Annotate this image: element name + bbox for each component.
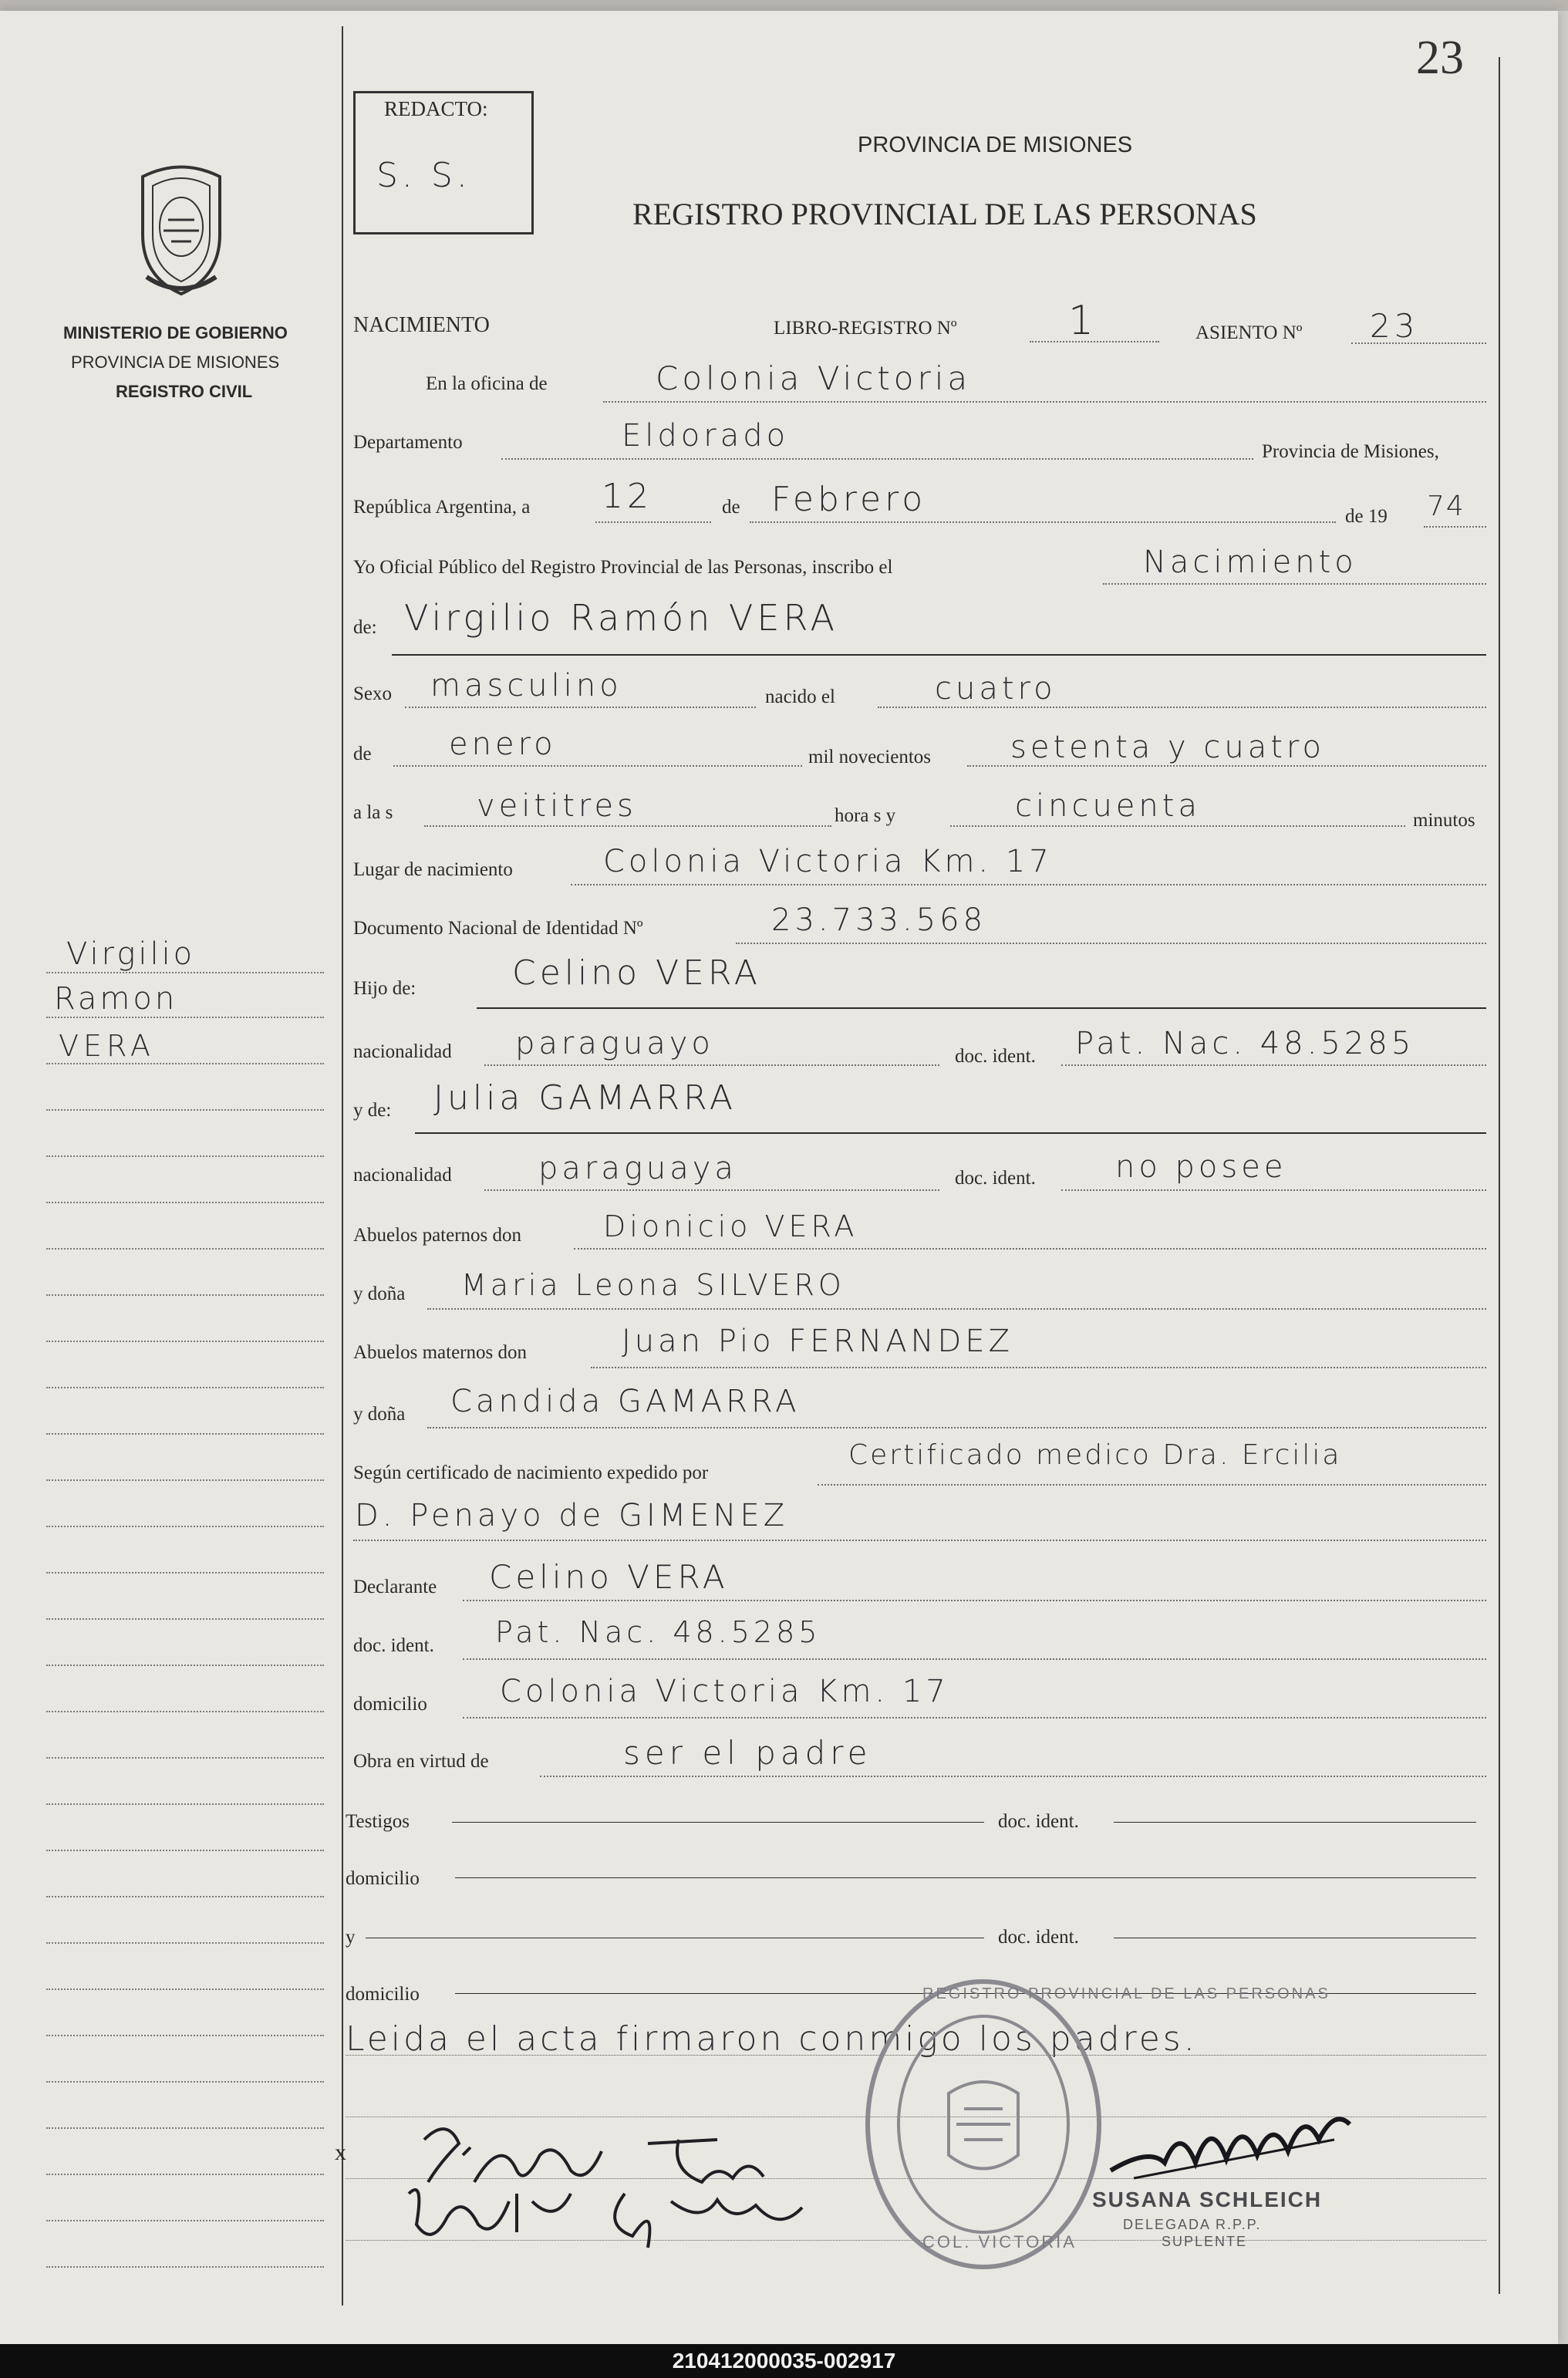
dni-line xyxy=(736,943,1486,944)
abuelo-materno-value: Juan Pio FERNANDEZ xyxy=(622,1324,1014,1359)
margin-line xyxy=(46,1294,324,1296)
lugar-value: Colonia Victoria Km. 17 xyxy=(603,844,1053,879)
doc-padre-value: Pat. Nac. 48.5285 xyxy=(1075,1026,1415,1061)
act-type-label: NACIMIENTO xyxy=(353,313,490,337)
a-la-label: a la s xyxy=(353,802,393,823)
hora-line xyxy=(424,825,831,827)
mes-line xyxy=(750,521,1336,523)
registry-title: REGISTRO PROVINCIAL DE LAS PERSONAS xyxy=(632,197,1257,231)
departamento-line xyxy=(501,458,1253,460)
oficina-label: En la oficina de xyxy=(426,373,548,394)
ministry-province: PROVINCIA DE MISIONES xyxy=(71,352,280,372)
libro-label: LIBRO-REGISTRO Nº xyxy=(774,318,957,339)
margin-note-line-3: VERA xyxy=(59,1029,155,1063)
margin-note-line-1: Virgilio xyxy=(66,936,196,972)
official-title: DELEGADA R.P.P. xyxy=(1123,2217,1262,2232)
margin-line xyxy=(46,1850,324,1851)
dni-value: 23.733.568 xyxy=(771,902,987,938)
margin-line xyxy=(46,2174,324,2175)
doc-declarante-line xyxy=(463,1658,1486,1660)
margin-line xyxy=(46,1572,324,1574)
parents-signature xyxy=(393,2109,856,2255)
doc-ident-label-4: doc. ident. xyxy=(998,1811,1079,1832)
dia-value: 12 xyxy=(602,477,652,516)
mil-novecientos-label: mil novecientos xyxy=(808,747,931,767)
image-caption: 210412000035-002917 xyxy=(0,2344,1568,2378)
departamento-value: Eldorado xyxy=(622,418,790,454)
testigos-doc-line xyxy=(1114,1822,1476,1823)
declarante-line xyxy=(463,1600,1486,1601)
doc-ident-label-3: doc. ident. xyxy=(353,1635,434,1656)
stamp-place: COL. VICTORIA xyxy=(922,2232,1077,2252)
lugar-line xyxy=(571,884,1486,885)
republica-label: República Argentina, a xyxy=(353,497,531,518)
hora-value: veititres xyxy=(477,788,637,824)
mes-nacimiento-line xyxy=(393,765,802,767)
margin-line xyxy=(46,2127,324,2129)
doc-ident-label-2: doc. ident. xyxy=(955,1168,1036,1189)
margin-line xyxy=(46,1757,324,1759)
margin-line xyxy=(46,1109,324,1111)
nacionalidad-padre-line xyxy=(484,1064,939,1066)
closing-text: Leida el acta firmaron conmigo los padres. xyxy=(346,2019,1198,2059)
top-edge xyxy=(0,0,1568,11)
mes-value: Febrero xyxy=(771,480,927,519)
libro-value: 1 xyxy=(1068,298,1098,344)
y-label: y xyxy=(346,1927,356,1948)
margin-line xyxy=(46,1803,324,1805)
margin-line xyxy=(46,1387,324,1388)
margin-line xyxy=(46,1618,324,1620)
margin-line xyxy=(46,1063,324,1064)
minutos-label: minutos xyxy=(1413,810,1475,831)
nombre-line xyxy=(392,654,1486,656)
asiento-label: ASIENTO Nº xyxy=(1195,322,1303,343)
obra-value: ser el padre xyxy=(623,1734,872,1772)
abuelo-paterno-line xyxy=(574,1248,1486,1250)
nacionalidad-label-1: nacionalidad xyxy=(353,1041,452,1062)
sexo-line xyxy=(405,707,756,708)
domicilio-testigo-line xyxy=(455,1877,1476,1878)
stamp-text: REGISTRO PROVINCIAL DE LAS PERSONAS xyxy=(922,1985,1330,2002)
official-subtitle: SUPLENTE xyxy=(1162,2234,1248,2249)
margin-note-line-2: Ramon xyxy=(54,981,178,1017)
obra-label: Obra en virtud de xyxy=(353,1751,489,1772)
signature-mark: x xyxy=(335,2140,346,2165)
nombre-label: de: xyxy=(353,617,377,638)
oficina-value: Colonia Victoria xyxy=(656,359,972,397)
margin-line xyxy=(46,972,324,973)
abuelos-maternos-label: Abuelos maternos don xyxy=(353,1342,527,1363)
redacto-label: REDACTO: xyxy=(384,97,488,120)
margin-line xyxy=(46,1988,324,1990)
certificado-label: Según certificado de nacimiento expedido por xyxy=(353,1462,709,1483)
anio-nacimiento-line xyxy=(967,765,1486,767)
abuelo-paterno-value: Dionicio VERA xyxy=(603,1209,858,1243)
padre-line xyxy=(477,1007,1486,1009)
sexo-label: Sexo xyxy=(353,683,392,704)
nacionalidad-madre-line xyxy=(484,1189,939,1191)
inscripcion-line xyxy=(1103,583,1486,585)
abuela-materna-line xyxy=(427,1427,1486,1428)
inscripcion-value: Nacimiento xyxy=(1143,545,1357,580)
margin-line xyxy=(46,1896,324,1897)
nacido-value: cuatro xyxy=(935,671,1057,707)
abuela-materna-value: Candida GAMARRA xyxy=(450,1384,801,1419)
mes-nacimiento-value: enero xyxy=(449,727,557,762)
margin-line xyxy=(46,1433,324,1435)
doc-padre-line xyxy=(1061,1064,1486,1066)
doc-ident-label-5: doc. ident. xyxy=(998,1927,1079,1948)
y-dona-label-2: y doña xyxy=(353,1404,406,1425)
anio-line xyxy=(1424,526,1486,528)
domicilio-label-2: domicilio xyxy=(346,1868,420,1889)
provincial-seal-icon xyxy=(131,161,231,300)
ministry-name: MINISTERIO DE GOBIERNO xyxy=(63,323,288,342)
margin-line xyxy=(46,1526,324,1527)
margin-line xyxy=(46,1711,324,1712)
nacido-label: nacido el xyxy=(765,686,835,707)
madre-value: Julia GAMARRA xyxy=(433,1078,737,1118)
nacionalidad-label-2: nacionalidad xyxy=(353,1165,452,1186)
margin-line xyxy=(46,2266,324,2268)
domicilio-label-3: domicilio xyxy=(346,1984,420,2005)
margin-line xyxy=(46,2220,324,2221)
certificado-line-2 xyxy=(353,1540,1486,1541)
province-title: PROVINCIA DE MISIONES xyxy=(858,133,1133,157)
doc-ident-label-1: doc. ident. xyxy=(955,1046,1036,1067)
de-label-2: de xyxy=(353,744,372,764)
minutos-value: cincuenta xyxy=(1015,788,1201,824)
doc-madre-value: no posee xyxy=(1115,1149,1287,1185)
minutos-line xyxy=(950,825,1405,827)
margin-line xyxy=(46,1479,324,1481)
doc-madre-line xyxy=(1061,1189,1486,1191)
right-rule xyxy=(1499,57,1500,2294)
margin-rule xyxy=(342,26,343,2305)
margin-line xyxy=(46,1248,324,1250)
ministry-registry: REGISTRO CIVIL xyxy=(116,382,253,401)
departamento-label: Departamento xyxy=(353,432,463,453)
margin-line xyxy=(46,2035,324,2036)
padre-value: Celino VERA xyxy=(512,953,761,993)
declarante-value: Celino VERA xyxy=(489,1558,729,1596)
dia-line xyxy=(595,521,711,523)
margin-line xyxy=(46,1155,324,1157)
domicilio-label-1: domicilio xyxy=(353,1694,427,1715)
margin-line xyxy=(46,1341,324,1342)
anio-nacimiento-value: setenta y cuatro xyxy=(1010,730,1325,765)
abuelo-materno-line xyxy=(591,1367,1486,1368)
abuelos-paternos-label: Abuelos paternos don xyxy=(353,1225,522,1246)
nacionalidad-padre-value: paraguayo xyxy=(515,1026,714,1061)
redacto-value: S. S. xyxy=(376,156,471,195)
margin-line xyxy=(46,2081,324,2083)
nacionalidad-madre-value: paraguaya xyxy=(538,1151,737,1186)
page-number: 23 xyxy=(1416,32,1464,84)
anio-label: de 19 xyxy=(1345,506,1388,527)
margin-line xyxy=(46,1942,324,1944)
domicilio-declarante-line xyxy=(463,1717,1486,1719)
madre-line xyxy=(415,1132,1486,1134)
certificado-line xyxy=(818,1484,1486,1486)
oficial-label: Yo Oficial Público del Registro Provincial de las Personas, inscribo el xyxy=(353,557,893,578)
abuela-paterna-value: Maria Leona SILVERO xyxy=(461,1268,845,1302)
y-dona-label-1: y doña xyxy=(353,1283,406,1304)
margin-line xyxy=(46,1017,324,1018)
lugar-label: Lugar de nacimiento xyxy=(353,859,513,880)
official-signature xyxy=(1103,2093,1357,2194)
certificado-value-2: D. Penayo de GIMENEZ xyxy=(355,1498,789,1533)
testigos-line xyxy=(452,1822,984,1823)
margin-line xyxy=(46,1202,324,1203)
domicilio-declarante-value: Colonia Victoria Km. 17 xyxy=(500,1674,949,1709)
dni-label: Documento Nacional de Identidad Nº xyxy=(353,918,643,939)
provincia-label: Provincia de Misiones, xyxy=(1262,441,1439,462)
abuela-paterna-line xyxy=(427,1308,1486,1310)
obra-line xyxy=(540,1776,1486,1777)
margin-line xyxy=(46,1665,324,1666)
certificado-value: Certificado medico Dra. Ercilia xyxy=(848,1439,1342,1471)
nacido-line xyxy=(878,707,1486,708)
asiento-value: 23 xyxy=(1370,307,1419,345)
y-de-label: y de: xyxy=(353,1100,392,1121)
anio-value: 74 xyxy=(1427,491,1465,522)
sexo-value: masculino xyxy=(430,668,622,703)
nombre-value: Virgilio Ramón VERA xyxy=(404,597,839,639)
official-name: SUSANA SCHLEICH xyxy=(1092,2187,1323,2211)
oficina-line xyxy=(603,401,1486,403)
horas-label: hora s y xyxy=(835,805,896,826)
declarante-label: Declarante xyxy=(353,1577,437,1597)
hijo-label: Hijo de: xyxy=(353,978,416,999)
testigos-label: Testigos xyxy=(346,1811,410,1832)
document-sheet xyxy=(0,11,1558,2344)
de-label-1: de xyxy=(722,497,740,518)
doc-declarante-value: Pat. Nac. 48.5285 xyxy=(495,1615,821,1649)
